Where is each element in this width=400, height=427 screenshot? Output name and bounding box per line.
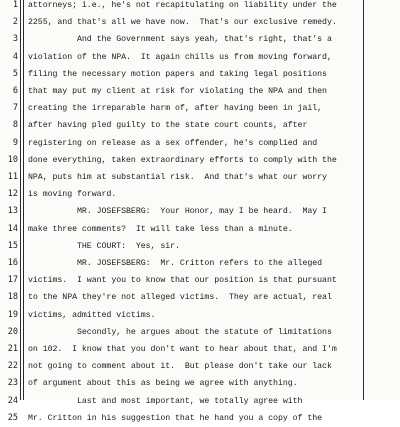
- line-text: violation of the NPA. It again chills us from moving forward,: [28, 52, 332, 62]
- line-text: attorneys; i.e., he's not recapitulating on liability under the: [28, 1, 337, 10]
- line-text: to the NPA they're not alleged victims. They are actual, real: [28, 293, 332, 303]
- line-number: 25: [7, 412, 18, 423]
- transcript-line: [0, 255, 400, 272]
- transcript-line: [0, 83, 400, 100]
- line-number: 20: [7, 326, 18, 337]
- line-text: filing the necessary motion papers and taking legal positions: [28, 69, 327, 79]
- transcript-line: [0, 152, 400, 169]
- line-number: 11: [7, 172, 18, 182]
- transcript-line: [0, 324, 400, 341]
- line-text: not going to comment about it. But please don't take our lack: [28, 362, 332, 372]
- transcript-line: [0, 169, 400, 186]
- line-text: registering on release as a sex offender, he's complied and: [28, 138, 318, 148]
- transcript-line: [0, 66, 400, 83]
- line-text: is moving forward.: [28, 190, 117, 200]
- line-number: 16: [7, 258, 18, 268]
- transcript-line: [0, 31, 400, 48]
- transcript-line: [0, 307, 400, 324]
- line-number: 21: [7, 344, 18, 354]
- line-text: 2255, and that's all we have now. That's our exclusive remedy.: [28, 18, 337, 28]
- line-text: done everything, taken extraordinary efforts to comply with the: [28, 155, 337, 165]
- line-number: 24: [7, 395, 18, 406]
- line-number: 10: [7, 154, 18, 165]
- line-number: 5: [12, 68, 18, 79]
- transcript-line: [0, 49, 400, 66]
- transcript-line: [0, 410, 400, 427]
- line-number: 14: [7, 223, 18, 234]
- transcript-line: [0, 203, 400, 220]
- line-number: 18: [7, 292, 18, 303]
- transcript-line: [0, 375, 400, 392]
- line-text: victims, admitted victims.: [28, 310, 156, 320]
- line-text: THE COURT: Yes, sir.: [28, 241, 180, 251]
- line-text: MR. JOSEFSBERG: Mr. Critton refers to the alleged: [28, 259, 323, 268]
- line-number: 2: [12, 17, 18, 28]
- line-number: 19: [7, 309, 18, 320]
- line-text: that may put my client at risk for violating the NPA and then: [28, 87, 327, 96]
- line-text: make three comments? It will take less than a minute.: [28, 224, 293, 234]
- line-text: Last and most important, we totally agree with: [28, 396, 303, 406]
- transcript-line: [0, 289, 400, 306]
- transcript-line: [0, 0, 400, 14]
- transcript-line: [0, 393, 400, 410]
- line-text: victims. I want you to know that our position is that pursuant: [28, 276, 337, 286]
- line-number: 12: [7, 189, 18, 200]
- transcript-line: [0, 117, 400, 134]
- line-text: on 102. I know that you don't want to hear about that, and I'm: [28, 345, 337, 354]
- line-text: Mr. Critton in his suggestion that he hand you a copy of the: [28, 413, 323, 423]
- transcript-line: [0, 100, 400, 117]
- line-number: 4: [12, 51, 18, 62]
- line-text: MR. JOSEFSBERG: Your Honor, may I be heard. May I: [28, 207, 327, 217]
- transcript-line: [0, 341, 400, 358]
- line-text: Secondly, he argues about the statute of limitations: [28, 327, 332, 337]
- line-text: creating the irreparable harm of, after having been in jail,: [28, 104, 323, 114]
- line-text: And the Government says yeah, that's right, that's a: [28, 35, 332, 45]
- transcript-line: [0, 221, 400, 238]
- line-number: 17: [7, 275, 18, 286]
- line-number: 3: [12, 34, 18, 45]
- line-number: 8: [12, 120, 18, 131]
- line-number: 13: [7, 206, 18, 217]
- line-number: 22: [7, 361, 18, 372]
- line-number: 7: [12, 103, 18, 114]
- line-number: 9: [12, 137, 18, 148]
- line-number: 23: [7, 378, 18, 389]
- line-number: 6: [12, 86, 18, 96]
- transcript-line: [0, 14, 400, 31]
- transcript-line: [0, 272, 400, 289]
- transcript-line: [0, 186, 400, 203]
- line-number: 1: [12, 0, 18, 10]
- transcript-line: [0, 358, 400, 375]
- line-text: after having pled guilty to the state court counts, after: [28, 121, 308, 131]
- line-number: 15: [7, 240, 18, 251]
- line-text: NPA, puts him at substantial risk. And that's what our worry: [28, 173, 327, 182]
- line-text: of argument about this as being we agree with anything.: [28, 379, 298, 389]
- transcript-line: [0, 238, 400, 255]
- transcript-line: [0, 135, 400, 152]
